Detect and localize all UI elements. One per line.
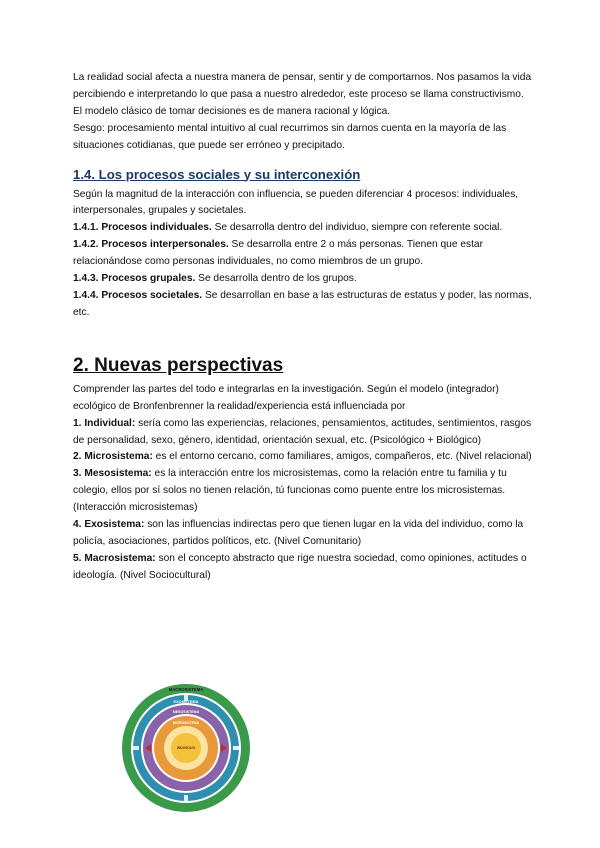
- system-item: [73, 517, 533, 551]
- process-item: [73, 237, 533, 271]
- system-item: [73, 416, 533, 450]
- diagram-micro-label: MICROSISTEMA: [172, 721, 200, 725]
- process-text: Se desarrolla entre 2 o más personas. Tienen que estar relacionándose como personas individuales, no como miembros de un grupo.: [73, 239, 483, 268]
- system-label: 4. Exosistema:: [73, 519, 145, 531]
- diagram-center-label: INDIVIDUO: [176, 746, 196, 750]
- system-text: es la interacción entre los microsistemas, como la relación entre tu familia y tu colegio, ellos por sí solos no tienen relación, tú funcionas como puente entre los microsistemas. (Interacción microsistemas): [73, 468, 507, 514]
- section-1-4-intro: Según la magnitud de la interacción con influencia, se pueden diferenciar 4 procesos: individuales, interpersonales, grupales y societales.: [73, 188, 519, 217]
- process-item: [73, 288, 533, 322]
- bronfenbrenner-diagram: [121, 683, 251, 813]
- process-label: 1.4.2. Procesos interpersonales.: [73, 239, 229, 251]
- system-item: [73, 551, 533, 585]
- system-label: 1. Individual:: [73, 417, 136, 429]
- section-1-4-heading: 1.4. Los procesos sociales y su interconexión: [73, 166, 361, 182]
- system-text: sería como las experiencias, relaciones, pensamientos, actitudes, sentimientos, rasgos de personalidad, sexo, género, identidad, orientación sexual, etc. (Psicológico + Biológico): [73, 417, 532, 446]
- diagram-macro-label: MACROSISTEMA: [168, 687, 204, 692]
- process-item: [73, 271, 533, 288]
- process-text: Se desarrolla dentro de los grupos.: [195, 273, 357, 285]
- section-2-intro: Comprender las partes del todo e integrarlas en la investigación. Según el modelo (integrador) ecológico de Bronfenbrenner la realidad/experiencia está influenciada por: [73, 383, 499, 412]
- process-text: Se desarrolla dentro del individuo, siempre con referente social.: [211, 222, 503, 234]
- document-page: [73, 70, 533, 585]
- process-item: [73, 220, 533, 237]
- process-text: Se desarrollan en base a las estructuras de estatus y poder, las normas, etc.: [73, 289, 532, 318]
- diagram-meso-label: MESOSISTEMA: [172, 710, 200, 714]
- system-text: son las influencias indirectas pero que tienen lugar en la vida del individuo, como la policía, asociaciones, partidos políticos, etc. (Nivel Comunitario): [73, 519, 524, 547]
- system-label: 5. Macrosistema:: [73, 552, 156, 564]
- process-label: 1.4.4. Procesos societales.: [73, 289, 203, 301]
- system-item: [73, 466, 533, 517]
- system-text: es el entorno cercano, como familiares, amigos, compañeros, etc. (Nivel relacional): [152, 451, 532, 463]
- process-label: 1.4.3. Procesos grupales.: [73, 273, 196, 285]
- diagram-exo-label: EXOSISTEMA: [173, 700, 199, 704]
- system-item: [73, 449, 533, 466]
- system-label: 3. Mesosistema:: [73, 468, 152, 480]
- section-2-heading: 2. Nuevas perspectivas: [73, 354, 284, 376]
- sesgo-paragraph: Sesgo: procesamiento mental intuitivo al cual recurrimos sin darnos cuenta en la mayoría de las situaciones cotidianas, que puede ser erróneo y precipitado.: [73, 122, 507, 151]
- intro-paragraph: La realidad social afecta a nuestra manera de pensar, sentir y de comportarnos. Nos pasamos la vida percibiendo e interpretando lo que pasa a nuestro alrededor, este proceso se llama constructivismo. El modelo clásico de tomar decisiones es de manera racional y lógica.: [73, 72, 532, 117]
- system-label: 2. Microsistema:: [73, 451, 153, 463]
- process-label: 1.4.1. Procesos individuales.: [73, 222, 212, 234]
- system-text: son el concepto abstracto que rige nuestra sociedad, como opiniones, actitudes o ideología. (Nivel Sociocultural): [73, 552, 527, 581]
